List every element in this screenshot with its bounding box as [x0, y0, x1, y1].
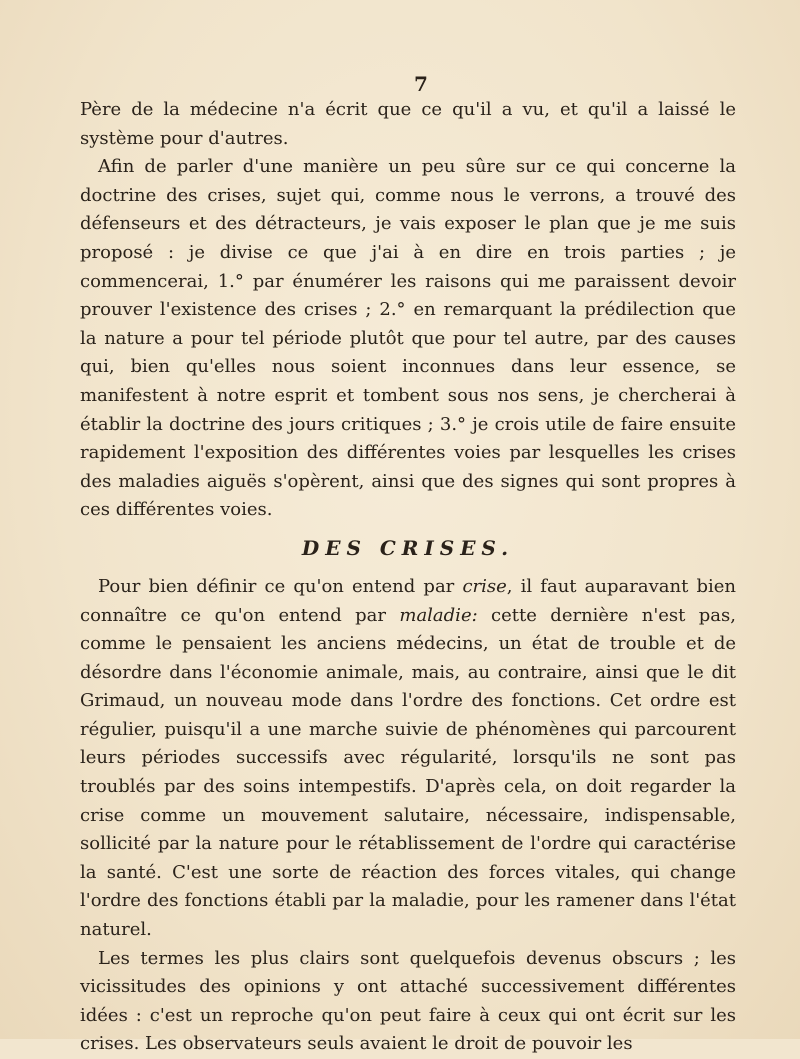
- section-paragraph-1: [80, 573, 736, 945]
- intro-paragraph-1: Père de la médecine n'a écrit que ce qu'il a vu, et qu'il a laissé le système pour d'autres.: [80, 99, 736, 149]
- intro-paragraph-2: Afin de parler d'une manière un peu sûre sur ce qui concerne la doctrine des crises, sujet qui, comme nous le verrons, a trouvé des défenseurs et des détracteurs, je vais exposer le plan que je me suis proposé : je divise ce que j'ai à en dire en trois parties ; je commencerai, 1.° par énumérer les raisons qui me paraissent devoir prouver l'existence des crises ; 2.° en remarquant la prédilection que la nature a pour tel période plutôt que pour tel autre, par des causes qui, bien qu'elles nous soient inconnues dans leur essence, se manifestent à notre esprit et tombent sous nos sens, je chercherai à établir la doctrine des jours critiques ; 3.° je crois utile de faire ensuite rapidement l'exposition des différentes voies par lesquelles les crises des maladies aiguës s'opèrent, ainsi que des signes qui sont propres à ces différentes voies.: [80, 156, 736, 521]
- paragraph-text-between: , il faut auparavant bien connaître ce qu'on entend par: [80, 575, 736, 626]
- page-text: [80, 72, 736, 1059]
- paragraph-text-after: cette dernière n'est pas, comme le pensaient les anciens médecins, un état de trouble et de désordre dans l'économie animale, mais, au contraire, ainsi que le dit Grimaud, un nouveau mode dans l'ordre des fonctions. Cet ordre est régulier, puisqu'il a une marche suivie de phénomènes qui parcourent leurs périodes successifs avec régularité, lorsqu'ils ne sont pas troublés par des soins intempestifs. D'après cela, on doit regarder la crise comme un mouvement salutaire, nécessaire, indispensable, sollicité par la nature pour le rétablissement de l'ordre qui caractérise la santé. C'est une sorte de réaction des forces vitales, qui change l'ordre des fonctions établi par la maladie, pour les ramener dans l'état naturel.: [80, 604, 736, 941]
- section-heading: DES CRISES.: [301, 535, 515, 560]
- term-maladie: maladie:: [399, 604, 478, 626]
- paragraph-text-before: Pour bien définir ce qu'on entend par: [98, 575, 463, 597]
- page-number: 7: [414, 72, 428, 96]
- section-paragraph-2: Les termes les plus clairs sont quelquefois devenus obscurs ; les vicissitudes des opinions y ont attaché successivement différentes idées : c'est un reproche qu'on peut faire à ceux qui ont écrit sur les crises. Les observateurs seuls avaient le droit de pouvoir les: [80, 947, 736, 1055]
- term-crise: crise: [462, 575, 507, 597]
